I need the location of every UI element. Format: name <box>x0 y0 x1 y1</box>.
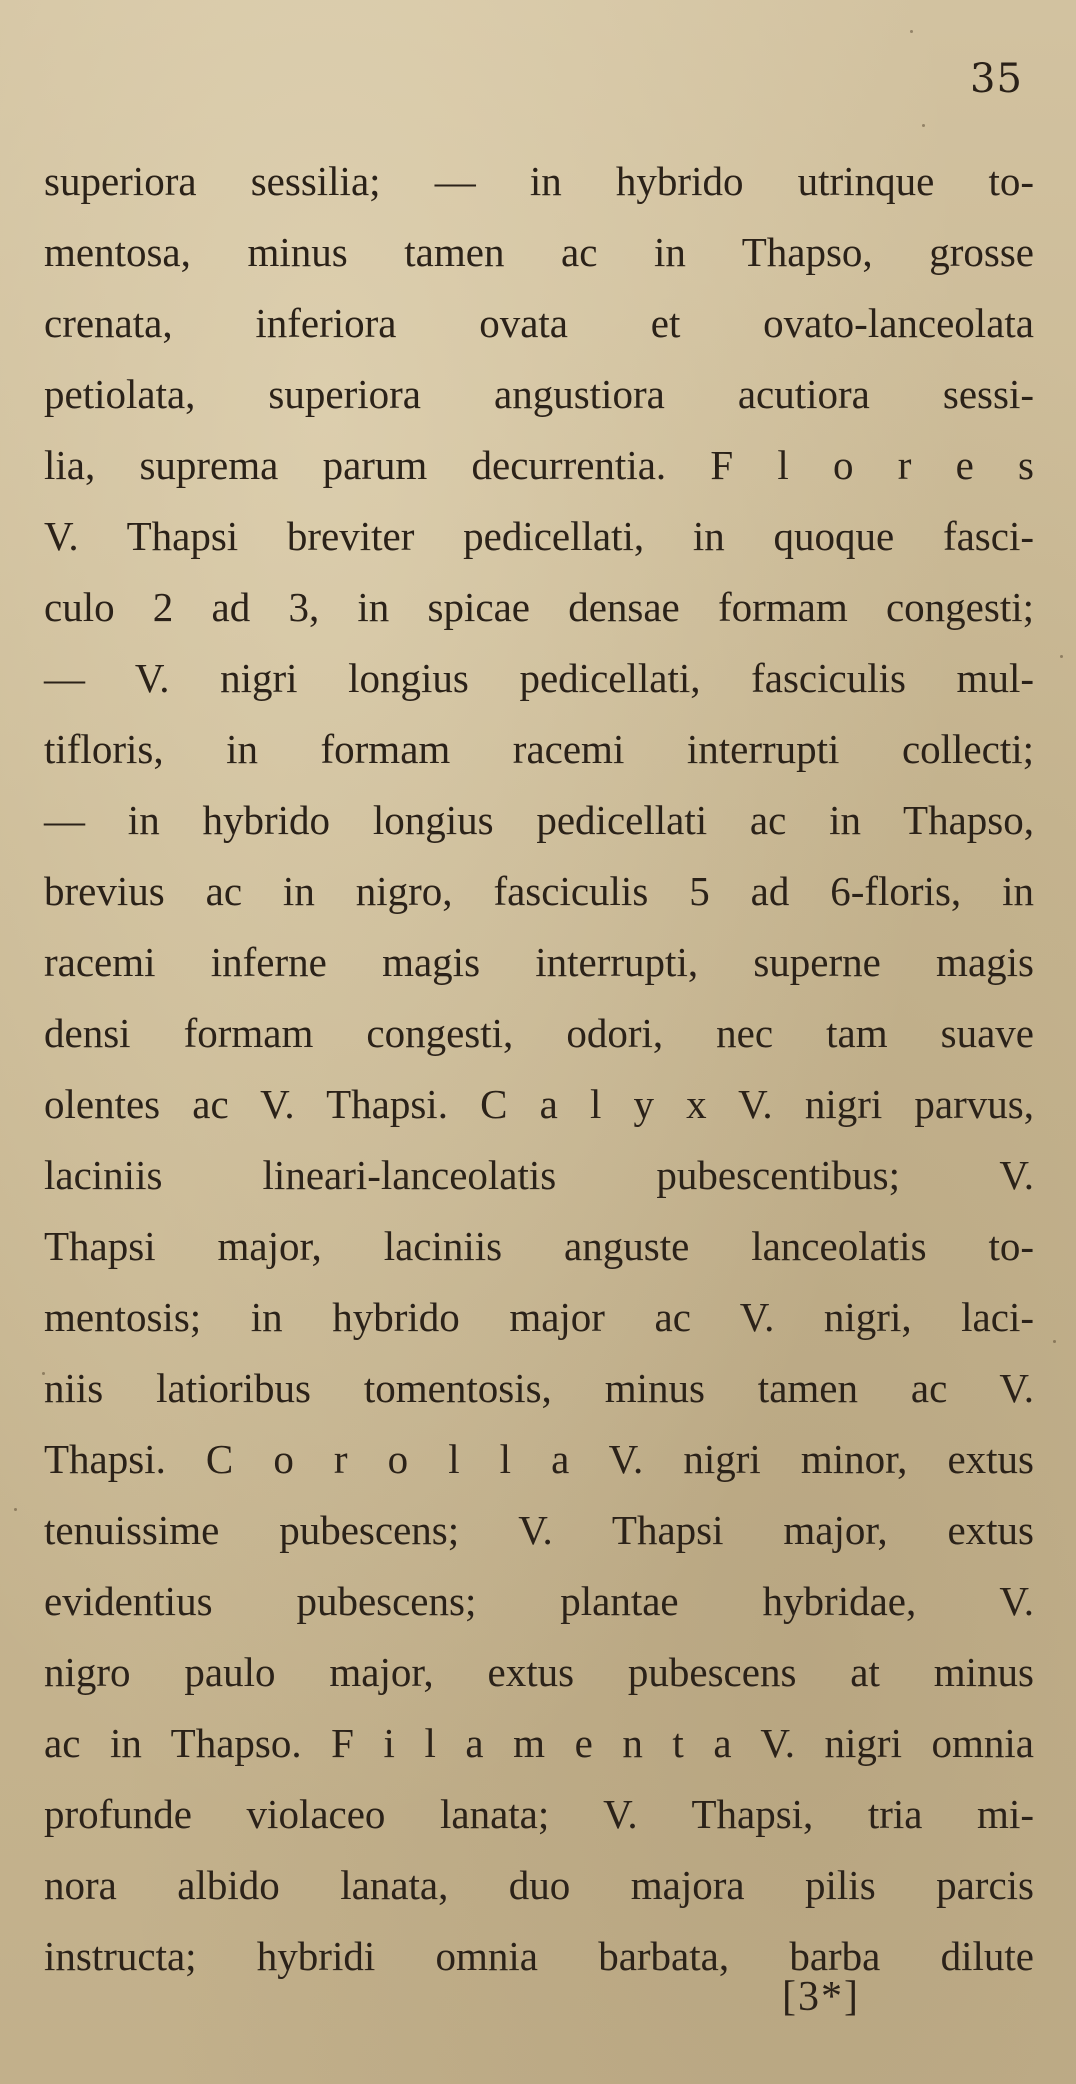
text-line: superiora sessilia; — in hybrido utrinque to- <box>44 158 1034 204</box>
text-line: olentes ac V. Thapsi. C a l y x V. nigri parvus, <box>44 1081 1034 1127</box>
text-line: lia, suprema parum decurrentia. F l o r e s <box>44 442 1034 488</box>
text-line: evidentius pubescens; plantae hybridae, V. <box>44 1578 1034 1624</box>
text-line: ac in Thapso. F i l a m e n t a V. nigri omnia <box>44 1720 1034 1766</box>
text-line: laciniis lineari-lanceolatis pubescentibus; V. <box>44 1152 1034 1198</box>
text-line: petiolata, superiora angustiora acutiora sessi- <box>44 371 1034 417</box>
page-number: 35 <box>970 56 1023 102</box>
paper-speck <box>14 1508 17 1511</box>
text-line: mentosis; in hybrido major ac V. nigri, laci- <box>44 1294 1034 1340</box>
text-line: Thapsi. C o r o l l a V. nigri minor, extus <box>44 1436 1034 1482</box>
text-line: tifloris, in formam racemi interrupti collecti; <box>44 726 1034 772</box>
text-line: nora albido lanata, duo majora pilis parcis <box>44 1862 1034 1908</box>
text-line: profunde violaceo lanata; V. Thapsi, tria mi- <box>44 1791 1034 1837</box>
text-line: — in hybrido longius pedicellati ac in Thapso, <box>44 797 1034 843</box>
signature-mark: [3*] <box>782 1974 860 2020</box>
paper-speck <box>1053 1340 1056 1343</box>
paper-speck <box>910 30 913 33</box>
text-line: mentosa, minus tamen ac in Thapso, grosse <box>44 229 1034 275</box>
paper-speck <box>922 124 925 127</box>
paper-speck <box>1060 655 1063 658</box>
text-line: Thapsi major, laciniis anguste lanceolatis to- <box>44 1223 1034 1269</box>
text-line: V. Thapsi breviter pedicellati, in quoque fasci- <box>44 513 1034 559</box>
text-line: racemi inferne magis interrupti, superne magis <box>44 939 1034 985</box>
text-line: nigro paulo major, extus pubescens at minus <box>44 1649 1034 1695</box>
text-line: crenata, inferiora ovata et ovato-lanceolata <box>44 300 1034 346</box>
text-line: — V. nigri longius pedicellati, fasciculis mul- <box>44 655 1034 701</box>
text-line: niis latioribus tomentosis, minus tamen ac V. <box>44 1365 1034 1411</box>
body-text <box>44 146 1034 1992</box>
text-line: densi formam congesti, odori, nec tam suave <box>44 1010 1034 1056</box>
text-line: culo 2 ad 3, in spicae densae formam congesti; <box>44 584 1034 630</box>
text-line: brevius ac in nigro, fasciculis 5 ad 6-floris, in <box>44 868 1034 914</box>
text-line: tenuissime pubescens; V. Thapsi major, extus <box>44 1507 1034 1553</box>
text-line: instructa; hybridi omnia barbata, barba dilute <box>44 1933 1034 1979</box>
